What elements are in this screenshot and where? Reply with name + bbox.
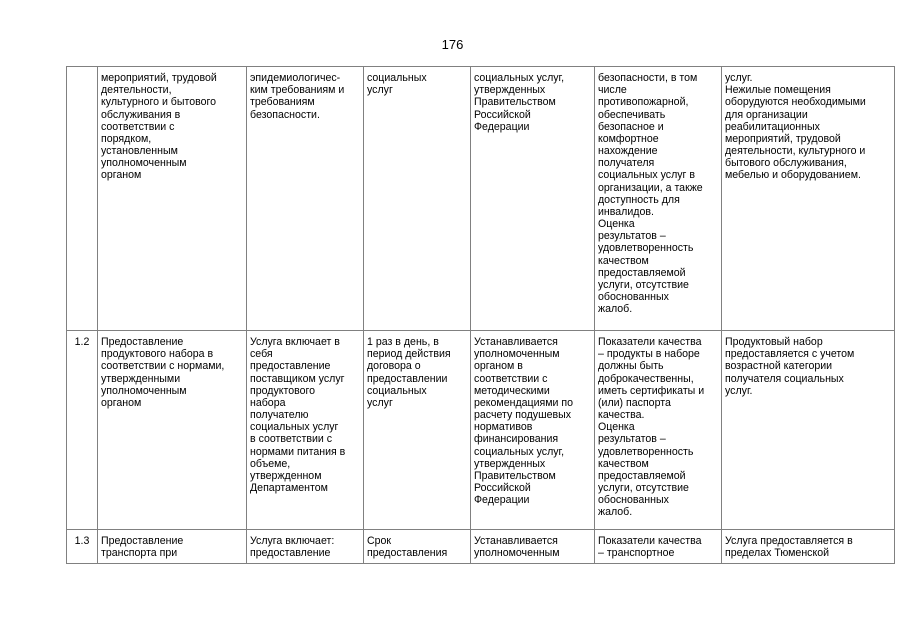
service-term-cell: 1 раз в день, в период действия договора о предоставлении социальных услуг [364,331,471,530]
row-number-cell: 1.2 [67,331,98,530]
table-row [67,331,895,530]
service-cost-cell: социальных услуг, утвержденных Правительством Российской Федерации [471,67,595,331]
quality-indicators-cell: Показатели качества – транспортное [595,530,722,564]
service-description-cell: Услуга включает: предоставление [247,530,364,564]
page-number: 176 [441,37,464,52]
conditions-cell: Услуга предоставляется в пределах Тюменской [722,530,895,564]
service-term-cell: социальных услуг [364,67,471,331]
service-description-cell: Услуга включает в себя предоставление поставщиком услуг продуктового набора получателю социальных услуг в соответствии с нормами питания в объеме, утвержденном Департаментом [247,331,364,530]
services-table [66,66,895,564]
service-name-cell: Предоставление транспорта при [98,530,247,564]
table-row [67,530,895,564]
conditions-cell: Продуктовый набор предоставляется с учетом возрастной категории получателя социальных услуг. [722,331,895,530]
service-description-cell: эпидемиологичес- ким требованиям и требованиям безопасности. [247,67,364,331]
quality-indicators-cell: безопасности, в том числе противопожарной, обеспечивать безопасное и комфортное нахождение получателя социальных услуг в организации, а также доступность для инвалидов. Оценка результатов – удовлетворенность качеством предоставляемой услуги, отсутствие обоснованных жалоб. [595,67,722,331]
service-name-cell: мероприятий, трудовой деятельности, культурного и бытового обслуживания в соответствии с порядком, установленным уполномоченным органом [98,67,247,331]
conditions-cell: услуг. Нежилые помещения оборудуются необходимыми для организации реабилитационных мероприятий, трудовой деятельности, культурного и бытового обслуживания, мебелью и оборудованием. [722,67,895,331]
quality-indicators-cell: Показатели качества – продукты в наборе должны быть доброкачественны, иметь сертификаты и (или) паспорта качества. Оценка результатов – удовлетворенность качеством предоставляемой услуги, отсутствие обоснованных жалоб. [595,331,722,530]
service-cost-cell: Устанавливается уполномоченным [471,530,595,564]
service-term-cell: Срок предоставления [364,530,471,564]
service-name-cell: Предоставление продуктового набора в соответствии с нормами, утвержденными уполномоченным органом [98,331,247,530]
service-cost-cell: Устанавливается уполномоченным органом в соответствии с методическими рекомендациями по расчету подушевых нормативов финансирования социальных услуг, утвержденных Правительством Российской Федерации [471,331,595,530]
row-number-cell: 1.3 [67,530,98,564]
row-number-cell [67,67,98,331]
table-row [67,67,895,331]
